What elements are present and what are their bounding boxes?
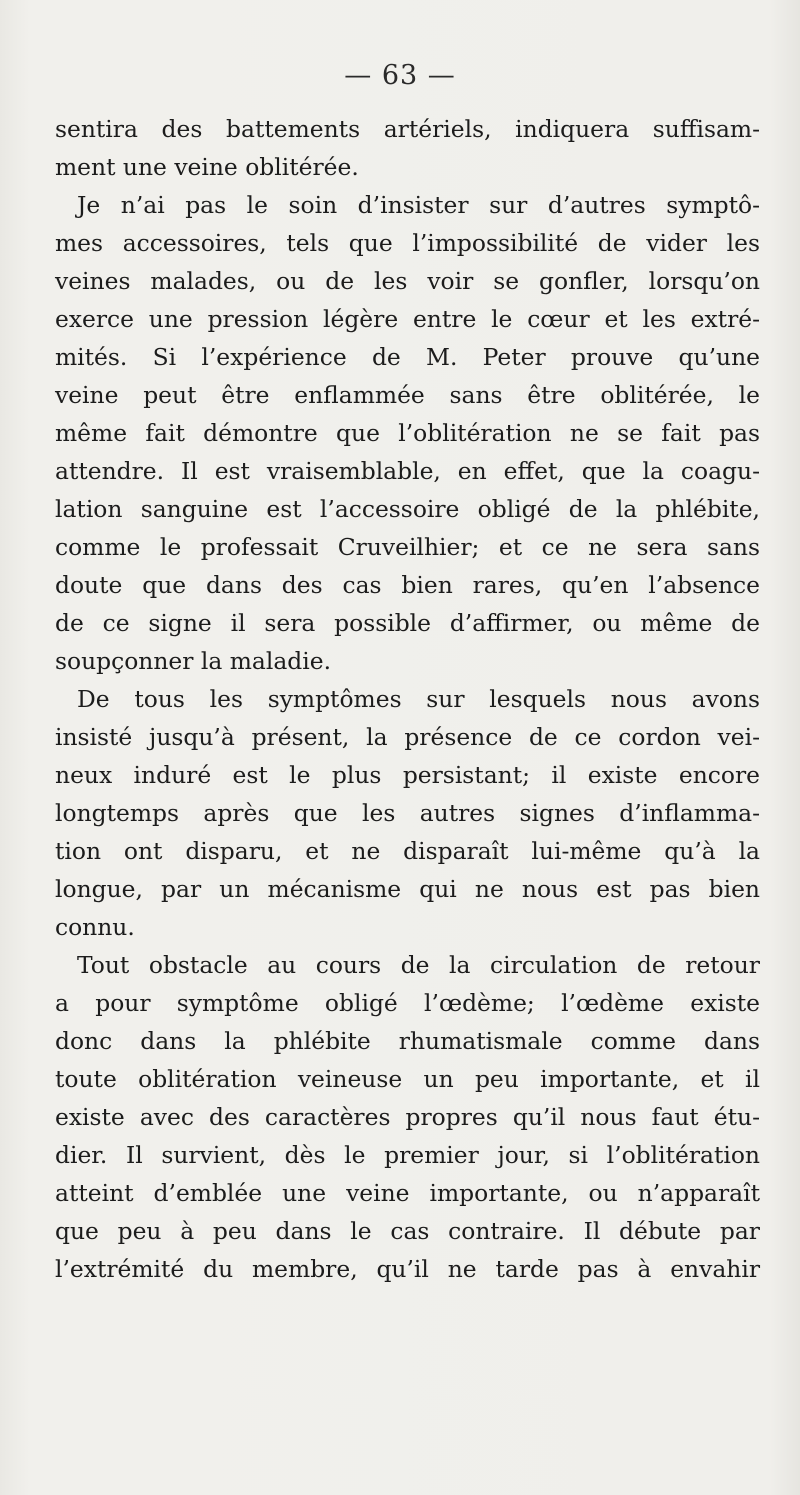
text-line: insisté jusqu’à présent, la présence de ce cordon vei- <box>55 723 760 751</box>
text-line: sentira des battements artériels, indiquera suffisam- <box>55 115 760 143</box>
text-line: ment une veine oblitérée. <box>55 153 359 181</box>
text-line: soupçonner la maladie. <box>55 647 332 675</box>
text-line: l’extrémité du membre, qu’il ne tarde pas à envahir <box>55 1255 760 1283</box>
page-number: — 63 — <box>344 60 456 91</box>
text-line: neux induré est le plus persistant; il existe encore <box>55 761 760 789</box>
text-line: longtemps après que les autres signes d’inflamma- <box>55 799 760 827</box>
body-text <box>55 110 760 1288</box>
text-line: Tout obstacle au cours de la circulation de retour <box>77 951 760 979</box>
paragraph <box>55 680 760 946</box>
text-line: dier. Il survient, dès le premier jour, si l’oblitération <box>55 1141 760 1169</box>
text-line: De tous les symptômes sur lesquels nous avons <box>77 685 760 713</box>
text-line: tion ont disparu, et ne disparaît lui-même qu’à la <box>55 837 760 865</box>
text-line: existe avec des caractères propres qu’il nous faut étu- <box>55 1103 760 1131</box>
text-line: de ce signe il sera possible d’affirmer, ou même de <box>55 609 760 637</box>
text-line: donc dans la phlébite rhumatismale comme dans <box>55 1027 760 1055</box>
text-line: lation sanguine est l’accessoire obligé de la phlébite, <box>55 495 760 523</box>
text-line: longue, par un mécanisme qui ne nous est pas bien <box>55 875 760 903</box>
text-line: que peu à peu dans le cas contraire. Il débute par <box>55 1217 760 1245</box>
paragraph <box>55 946 760 1288</box>
text-line: exerce une pression légère entre le cœur et les extré- <box>55 305 760 333</box>
text-line: veine peut être enflammée sans être oblitérée, le <box>55 381 760 409</box>
paragraph <box>55 186 760 680</box>
text-line: mes accessoires, tels que l’impossibilité de vider les <box>55 229 760 257</box>
text-line: veines malades, ou de les voir se gonfler, lorsqu’on <box>55 267 760 295</box>
text-line: doute que dans des cas bien rares, qu’en l’absence <box>55 571 760 599</box>
text-line: Je n’ai pas le soin d’insister sur d’autres symptô- <box>77 191 760 219</box>
text-line: atteint d’emblée une veine importante, ou n’apparaît <box>55 1179 760 1207</box>
paragraph <box>55 110 760 186</box>
text-line: même fait démontre que l’oblitération ne se fait pas <box>55 419 760 447</box>
text-line: comme le professait Cruveilhier; et ce ne sera sans <box>55 533 760 561</box>
text-line: mités. Si l’expérience de M. Peter prouve qu’une <box>55 343 760 371</box>
text-line: connu. <box>55 913 135 941</box>
text-line: attendre. Il est vraisemblable, en effet, que la coagu- <box>55 457 760 485</box>
text-line: a pour symptôme obligé l’œdème; l’œdème existe <box>55 989 760 1017</box>
text-line: toute oblitération veineuse un peu importante, et il <box>55 1065 760 1093</box>
